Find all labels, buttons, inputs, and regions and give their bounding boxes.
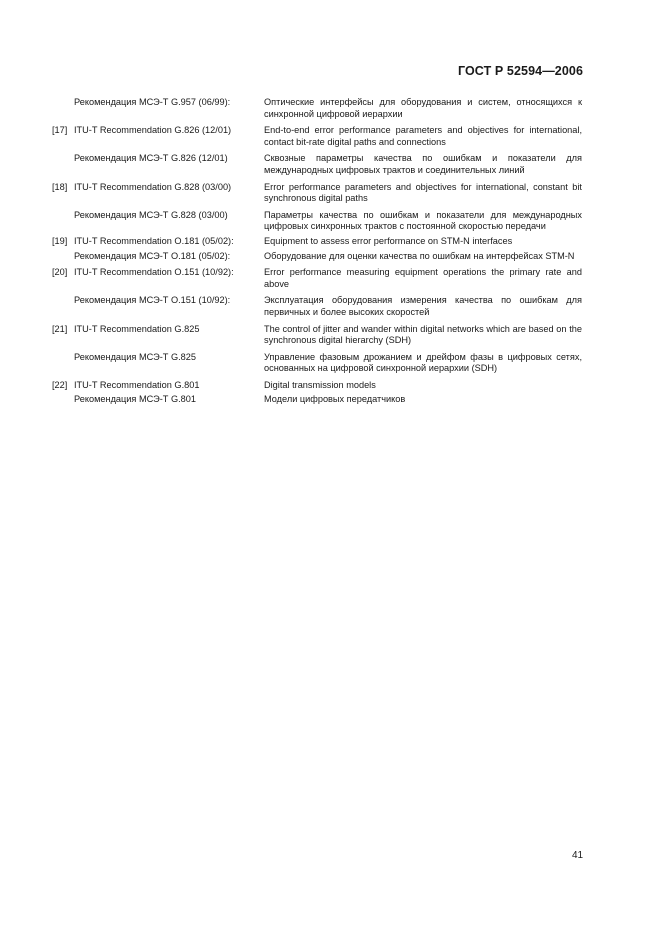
- reference-description: Equipment to assess error performance on STM-N interfaces: [264, 235, 513, 246]
- reference-entry: [52, 394, 582, 406]
- reference-name: Рекомендация МСЭ-Т G.826 (12/01): [74, 153, 228, 164]
- reference-entry: [52, 324, 582, 347]
- reference-description: Digital transmission models: [264, 379, 376, 390]
- reference-description: Error performance parameters and objectives for international, constant bit synchronous digital paths: [264, 181, 582, 204]
- reference-description: Оптические интерфейсы для оборудования и систем, относящихся к синхронной цифровой иерархии: [264, 97, 582, 119]
- reference-description: Управление фазовым дрожанием и дрейфом фазы в цифровых сетях, основанных на цифровой синхронной иерархии (SDH): [264, 351, 582, 374]
- reference-description: Эксплуатация оборудования измерения качества по ошибкам для первичных и более высоких скоростей: [264, 295, 582, 317]
- reference-description: End-to-end error performance parameters and objectives for international, contact bit-rate digital paths and connections: [264, 125, 582, 147]
- reference-entry: [52, 352, 582, 375]
- reference-list: [52, 97, 582, 411]
- reference-name: Рекомендация МСЭ-Т G.828 (03/00): [74, 209, 228, 220]
- reference-description: The control of jitter and wander within digital networks which are based on the synchronous digital hierarchy (SDH): [264, 323, 582, 346]
- reference-description: Параметры качества по ошибкам и показатели для международных цифровых синхронных трактов с постоянной скоростью передачи: [264, 209, 582, 232]
- reference-name: ITU-T Recommendation G.801: [74, 379, 200, 390]
- reference-number: [18]: [52, 181, 68, 192]
- reference-entry: [52, 236, 582, 248]
- reference-name: ITU-T Recommendation G.828 (03/00): [74, 181, 232, 192]
- reference-entry: [52, 153, 582, 176]
- reference-entry: [52, 295, 582, 318]
- reference-name: Рекомендация МСЭ-Т O.151 (10/92):: [74, 295, 231, 306]
- reference-number: [22]: [52, 379, 68, 390]
- reference-name: Рекомендация МСЭ-Т G.957 (06/99):: [74, 97, 231, 107]
- reference-entry: [52, 267, 582, 290]
- reference-entry: [52, 251, 582, 263]
- document-header: ГОСТ Р 52594—2006: [457, 64, 583, 78]
- reference-description: Сквозные параметры качества по ошибкам и показатели для международных цифровых трактов и соединительных линий: [264, 153, 582, 175]
- reference-name: ITU-T Recommendation O.181 (05/02):: [74, 235, 234, 246]
- reference-entry: [52, 182, 582, 205]
- reference-name: ITU-T Recommendation G.825: [74, 323, 200, 334]
- reference-entry: [52, 125, 582, 148]
- reference-number: [17]: [52, 125, 68, 136]
- reference-name: Рекомендация МСЭ-Т O.181 (05/02):: [74, 250, 231, 261]
- reference-description: Error performance measuring equipment operations the primary rate and above: [264, 267, 582, 289]
- reference-name: Рекомендация МСЭ-Т G.825: [74, 351, 196, 362]
- reference-entry: [52, 380, 582, 392]
- reference-description: Оборудование для оценки качества по ошибкам на интерфейсах STM-N: [264, 250, 575, 261]
- reference-entry: [52, 97, 582, 120]
- reference-name: ITU-T Recommendation G.826 (12/01): [74, 125, 232, 136]
- reference-number: [20]: [52, 267, 68, 278]
- reference-description: Модели цифровых передатчиков: [264, 394, 406, 405]
- reference-entry: [52, 210, 582, 233]
- reference-name: ITU-T Recommendation O.151 (10/92):: [74, 267, 234, 278]
- reference-name: Рекомендация МСЭ-Т G.801: [74, 394, 196, 405]
- reference-number: [21]: [52, 323, 68, 334]
- reference-number: [19]: [52, 235, 68, 246]
- page-number: 41: [572, 850, 584, 861]
